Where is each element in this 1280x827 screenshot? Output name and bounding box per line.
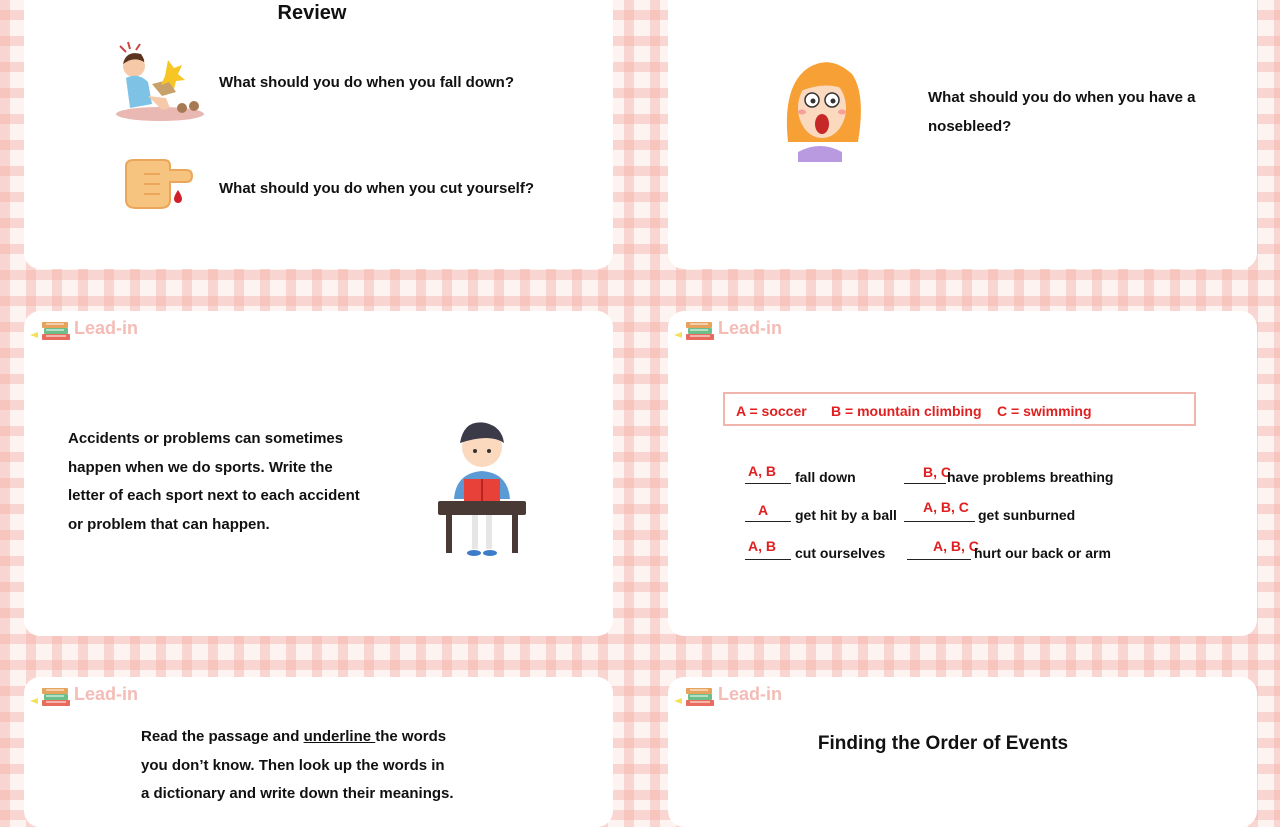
accident-item: hurt our back or arm <box>974 545 1111 561</box>
passage-text: Read the passage and <box>141 728 304 745</box>
books-icon <box>674 685 716 709</box>
legend-swimming: C = swimming <box>997 403 1092 419</box>
passage-text: the words <box>375 728 447 745</box>
answer-text: A, B, C <box>923 499 969 515</box>
answer-text: A, B <box>748 538 776 554</box>
cut-finger-icon <box>122 156 194 216</box>
section-label: Lead-in <box>74 318 139 338</box>
instruction-paragraph <box>68 425 360 539</box>
accident-item: get sunburned <box>978 507 1076 523</box>
passage-line: a dictionary and write down their meanings. <box>141 785 454 803</box>
legend-mountain-climbing: B = mountain climbing <box>831 403 982 419</box>
answer-blank <box>907 559 971 560</box>
slide-review <box>24 0 613 269</box>
slide-lead-in-events <box>668 677 1257 827</box>
instruction-line: letter of each sport next to each accident <box>68 487 360 505</box>
nosebleed-girl-icon <box>778 52 862 162</box>
legend-soccer: A = soccer <box>736 403 807 419</box>
question-fall-down: What should you do when you fall down? <box>219 74 514 91</box>
accident-item: cut ourselves <box>795 545 886 561</box>
slide-lead-in-matching <box>668 311 1257 636</box>
answer-text: A, B <box>748 463 776 479</box>
books-icon <box>30 319 72 343</box>
accident-item: fall down <box>795 469 856 485</box>
section-label: Lead-in <box>718 684 783 704</box>
slide-lead-in-passage <box>24 677 613 827</box>
reading-boy-icon <box>434 419 530 561</box>
answer-blank <box>904 521 975 522</box>
sport-legend-box <box>723 392 1196 426</box>
answer-text: A, B, C <box>933 538 979 554</box>
question-nosebleed-line1: What should you do when you have a <box>928 89 1196 106</box>
accident-item: have problems breathing <box>947 469 1114 485</box>
slide-title: Finding the Order of Events <box>817 733 1069 754</box>
slide-nosebleed <box>668 0 1257 269</box>
answer-blank <box>745 559 791 560</box>
answer-blank <box>745 483 791 484</box>
section-label: Lead-in <box>718 318 783 338</box>
answer-text: A <box>758 502 769 518</box>
instruction-line: or problem that can happen. <box>68 515 270 533</box>
underline-word: underline <box>303 728 376 745</box>
instruction-line: happen when we do sports. Write the <box>68 458 333 476</box>
passage-line: you don’t know. Then look up the words in <box>141 756 445 774</box>
instruction-line: Accidents or problems can sometimes <box>68 430 344 447</box>
answer-text: B, C <box>923 464 951 480</box>
passage-line <box>141 723 454 752</box>
books-icon <box>30 685 72 709</box>
fallen-child-icon <box>112 40 208 124</box>
slide-lead-in-instructions <box>24 311 613 636</box>
slide-title: Review <box>277 2 347 24</box>
books-icon <box>674 319 716 343</box>
question-cut-yourself: What should you do when you cut yourself? <box>219 180 534 197</box>
section-label: Lead-in <box>74 684 139 704</box>
answer-blank <box>745 521 791 522</box>
answer-blank <box>904 483 946 484</box>
passage-instructions <box>141 723 454 809</box>
accident-item: get hit by a ball <box>795 507 897 523</box>
question-nosebleed-line2: nosebleed? <box>928 118 1012 135</box>
